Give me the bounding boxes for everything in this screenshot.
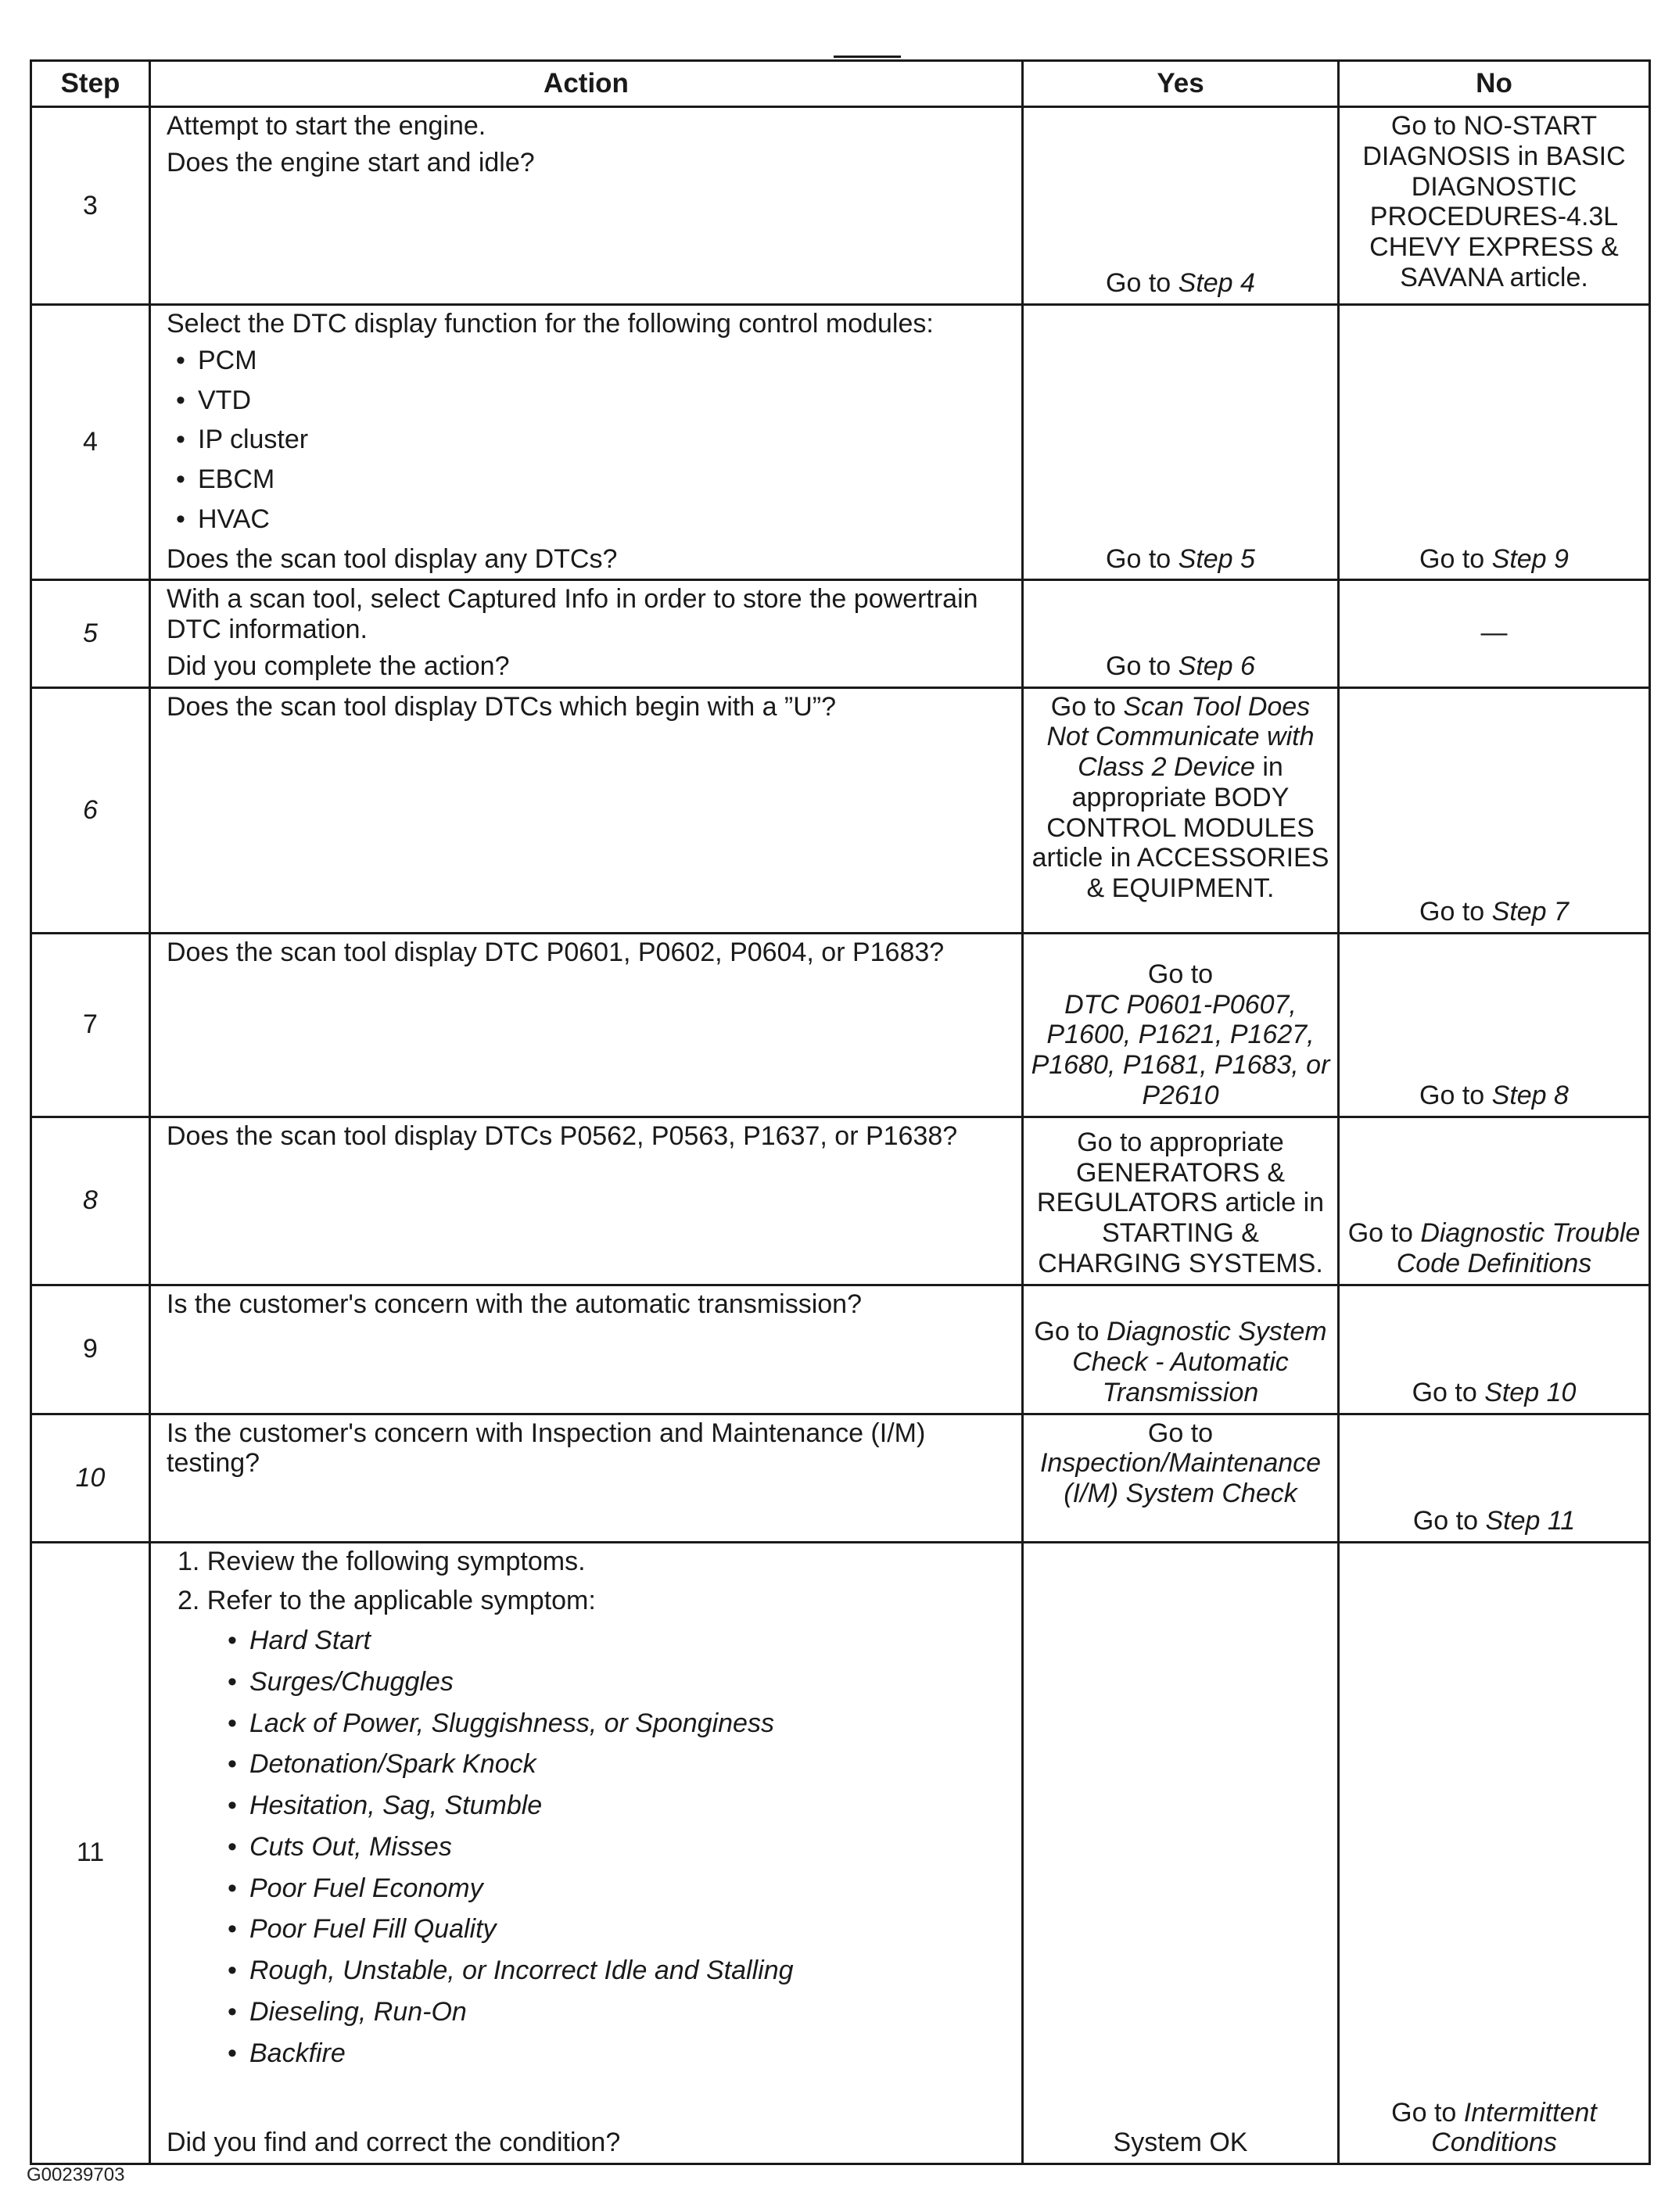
yes-link: Scan Tool Does Not Communicate with Class 2 Device [1046,691,1315,782]
spacer [167,2079,1010,2128]
yes-link: Step 6 [1178,651,1255,681]
header-no: No [1339,61,1650,107]
action-question: Does the scan tool display DTCs P0562, P0563, P1637, or P1638? [167,1120,958,1151]
table-row [31,580,1650,687]
no-text: Go to [1412,1377,1485,1407]
list-item: • EBCM [176,464,1010,495]
yes-text: Go to [1147,1418,1214,1448]
action-instruction: Select the DTC display function for the following control modules: [167,309,934,339]
yes-text: Go to [1034,1317,1107,1347]
symptom-item: • Hesitation, Sag, Stumble [228,1791,1010,1821]
no-cell [1339,580,1650,687]
yes-cell [1023,1285,1339,1414]
document-code: G00239703 [27,2164,125,2185]
no-text: — [1480,618,1508,647]
table-row [31,107,1650,305]
step-number: 4 [31,305,150,580]
yes-text: Go to [1106,268,1179,299]
action-instruction: With a scan tool, select Captured Info in order to store the powertrain DTC information. [167,584,978,644]
no-cell [1339,1542,1650,2164]
action-cell [150,1414,1023,1542]
no-text: Go to [1412,1505,1486,1536]
list-item: • VTD [176,385,1010,416]
action-cell [150,1542,1023,2164]
action-cell [150,580,1023,687]
action-cell [150,1285,1023,1414]
action-question: Does the scan tool display DTC P0601, P0602, P0604, or P1683? [167,937,945,967]
no-text: Go to [1419,1080,1492,1110]
no-cell [1339,933,1650,1117]
table-row [31,1414,1650,1542]
list-item: 1. Review the following symptoms. [178,1546,586,1576]
diagnostic-steps-table [30,59,1651,2165]
symptom-item: • Backfire [228,2038,1010,2069]
no-text: Go to [1347,1218,1421,1248]
yes-suffix: in appropriate BODY CONTROL MODULES article in ACCESSORIES & EQUIPMENT. [1031,752,1329,903]
action-question: Does the scan tool display DTCs which begin with a ”U”? [167,691,837,722]
yes-text: Go to [1050,691,1124,722]
yes-cell [1023,1414,1339,1542]
no-text: Go to [1419,896,1492,927]
yes-cell [1023,687,1339,933]
action-cell [150,933,1023,1117]
symptom-item: • Cuts Out, Misses [228,1832,1010,1862]
table-row [31,1117,1650,1285]
symptom-item: • Detonation/Spark Knock [228,1749,1010,1780]
table-row [31,687,1650,933]
yes-link: Inspection/Maintenance (I/M) System Check [1039,1448,1322,1508]
list-item: • PCM [176,346,1010,376]
table-row [31,305,1650,580]
yes-cell [1023,1117,1339,1285]
action-instruction: Attempt to start the engine. [167,111,486,141]
symptom-item: • Poor Fuel Fill Quality [228,1914,1010,1945]
symptom-item: • Surges/Chuggles [228,1667,1010,1698]
table-header-row [31,61,1650,107]
no-text: Go to [1419,543,1492,574]
yes-cell [1023,1542,1339,2164]
diagnostic-table-sheet [30,59,1649,2165]
step-number: 6 [31,687,150,933]
yes-link: Diagnostic System Check - Automatic Transmission [1072,1317,1327,1407]
action-question: Does the scan tool display any DTCs? [167,543,618,574]
step-number: 7 [31,933,150,1117]
yes-text: Go to [1147,959,1214,989]
step-number: 10 [31,1414,150,1542]
yes-cell [1023,107,1339,305]
no-link: Step 8 [1491,1080,1569,1110]
action-cell [150,107,1023,305]
procedure-list [167,1547,1010,1617]
no-cell [1339,1117,1650,1285]
yes-cell [1023,933,1339,1117]
step-number: 11 [31,1542,150,2164]
action-cell [150,687,1023,933]
header-step: Step [31,61,150,107]
action-question: Did you complete the action? [167,651,510,681]
action-question: Does the engine start and idle? [167,147,535,177]
no-text: Go to NO-START DIAGNOSIS in BASIC DIAGNOSTIC PROCEDURES-4.3L CHEVY EXPRESS & SAVANA article. [1362,111,1626,292]
yes-cell [1023,305,1339,580]
yes-text: Go to appropriate GENERATORS & REGULATORS article in STARTING & CHARGING SYSTEMS. [1036,1127,1325,1278]
yes-cell [1023,580,1339,687]
header-rule-mark [834,56,901,58]
step-number: 3 [31,107,150,305]
yes-link: DTC P0601-P0607, P1600, P1621, P1627, P1680, P1681, P1683, or P2610 [1031,989,1330,1110]
no-cell [1339,687,1650,933]
action-question: Is the customer's concern with the automatic transmission? [167,1289,862,1319]
symptom-item: • Lack of Power, Sluggishness, or Sponginess [228,1708,1010,1739]
no-text: Go to [1391,2097,1464,2128]
symptom-item: • Hard Start [228,1626,1010,1656]
no-link: Step 11 [1485,1505,1576,1536]
yes-text: Go to [1106,651,1179,681]
action-cell [150,305,1023,580]
no-link: Step 9 [1491,543,1569,574]
action-question: Is the customer's concern with Inspection and Maintenance (I/M) testing? [167,1418,926,1479]
step-number: 8 [31,1117,150,1285]
no-cell [1339,1414,1650,1542]
table-row [31,933,1650,1117]
step-number: 9 [31,1285,150,1414]
yes-text: System OK [1113,2128,1248,2158]
no-cell [1339,305,1650,580]
symptom-item: • Poor Fuel Economy [228,1873,1010,1904]
step-number: 5 [31,580,150,687]
no-link: Step 7 [1491,896,1569,927]
symptom-list [167,1626,1010,2068]
no-link: Step 10 [1484,1377,1577,1407]
yes-link: Step 5 [1178,543,1255,574]
no-link: Diagnostic Trouble Code Definitions [1396,1218,1641,1278]
yes-text: Go to [1106,543,1179,574]
header-yes: Yes [1023,61,1339,107]
no-cell [1339,1285,1650,1414]
no-cell [1339,107,1650,305]
no-link: Intermittent Conditions [1431,2097,1597,2158]
symptom-item: • Dieseling, Run-On [228,1997,1010,2027]
symptom-item: • Rough, Unstable, or Incorrect Idle and Stalling [228,1956,1010,1986]
table-row [31,1285,1650,1414]
header-action: Action [150,61,1023,107]
action-question: Did you find and correct the condition? [167,2128,621,2158]
list-item: • IP cluster [176,425,1010,455]
action-cell [150,1117,1023,1285]
yes-link: Step 4 [1178,268,1255,299]
table-row [31,1542,1650,2164]
module-list [167,346,1010,535]
list-item: • HVAC [176,504,1010,535]
list-item: 2. Refer to the applicable symptom: [178,1586,596,1616]
